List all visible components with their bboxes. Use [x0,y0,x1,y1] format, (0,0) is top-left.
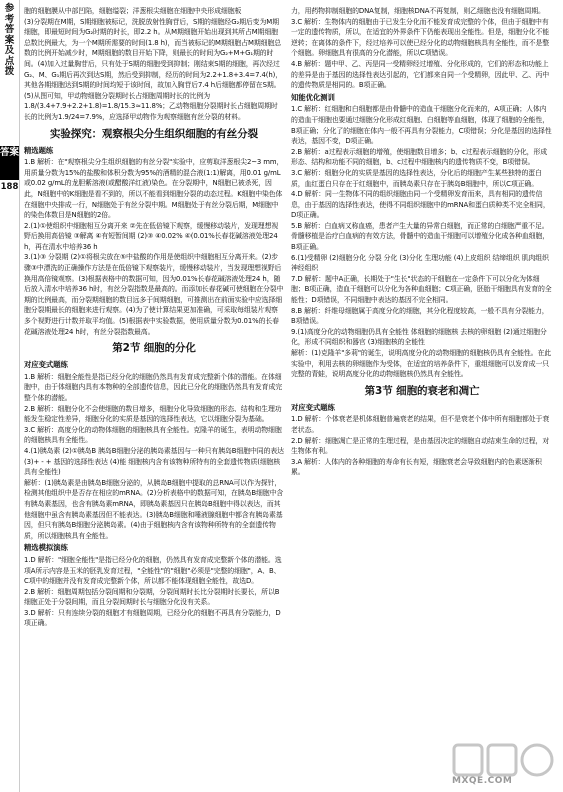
continued-answers [291,6,553,91]
answer-paragraph: 2.B 解析：细胞周期包括分裂间期和分裂期，分裂间期时长比分裂期时长要长，所以B细胞正处于分裂间期，而且分裂间期时长与细胞分化没有关系。 [24,587,280,607]
watermark-url: MXQE.COM [452,776,513,786]
answer-tab: 答案 [0,146,19,180]
answer-paragraph: 1.D 解析：个体衰老是机体细胞普遍衰老的结果，但不是衰老个体中所有细胞都处于衰老状态。 [291,415,550,434]
answer-paragraph: 8.B 解析：纤维母细胞属于高度分化的细胞，其分化程度较高，一般不具有分裂能力，B项错误。 [291,306,549,326]
left-column [24,6,284,629]
answer-paragraph: 3.(1)③ 分裂期 (2)①将根尖放在⑤中盐酸的作用是使组织中细胞相互分离开来。(2)步骤③中漂洗的正确操作方法是在低倍镜下观察装片，缓慢移动装片，当发现理想视野后换用高倍镜观察。(3)根据表格中的数据可知，因为0.01%长春花碱溶液处理24 h，随后放入清水中培养36 h时，有丝分裂指数是最高的。而添加长春花碱可使细胞在分裂中期的比例最高，而分裂期细胞的数目远多于间期细胞，可推测出在前面实验中应选择细胞分裂期最长的细胞来进行观察。(4)为了使计算结果更加准确，可采取每组装片观察多个视野进行计数并取平均值。(5)根据表中实验数据，使用质量分数为0.01%的长春花碱溶液处理24 h时，有丝分裂指数最高。 [24,253,284,336]
answer-paragraph: 2.B 解析：细胞分化不会使细胞的数目增多，细胞分化导致细胞的形态、结构和生理功能发生稳定性差异，细胞分化的实质是基因的选择性表达，它以细胞分裂为基础。 [24,404,282,424]
intro-text [24,6,284,123]
answer-paragraph: 2.D 解析：细胞凋亡是正常的生理过程，是由基因决定的细胞自动结束生命的过程，对生物体有利。 [291,436,550,456]
subhead-optimization: 知能优化测训 [291,92,335,102]
answer-paragraph: 2.B 解析：a过程表示细胞的增殖，使细胞数目增多；b、c过程表示细胞的分化，形成形态、结构和功能不同的细胞，b、c过程中细胞核内的遗传物质不变，B项错误。 [291,147,548,167]
brand-label: 参考答案及点拨 [4,3,15,77]
answer-paragraph: 3.D 解析：只有连续分裂的细胞才有细胞周期，已经分化的细胞不再具有分裂能力，D项正确。 [24,608,281,628]
answer-paragraph: 4.(1)胰岛素 (2)①胰岛B 胰岛B细胞分泌的胰岛素基因与一种只有胰岛B细胞中同的表达 (3)+ - + 基因的选择性表达 (4)能 细胞核内含有该物种所特有的全套遗传物质(细胞核具有全能性) [24,446,284,477]
subhead-variant: 对应变式题练 [24,360,68,370]
answer-paragraph: 9.(1)高度分化的动物细胞仍具有全能性 体细胞的细胞核 去核的卵细胞 (2)通过细胞分化，形成不同组织和器官 (3)细胞核的全能性 [291,327,547,347]
answer-paragraph: 3.C 解析：高度分化的动物体细胞的细胞核具有全能性。克隆羊的诞生，表明动物细胞的细胞核具有全能性。 [24,425,282,445]
answer-paragraph: 解析：(1)克隆羊"多莉"的诞生，说明高度分化的动物细胞的细胞核仍具有全能性。在此实验中，利用去核的卵细胞作为受体，在适宜的培养条件下，重组细胞可以发育成一只完整的青蛙，说明高度分化的动物细胞核仍然具有全能性。 [291,349,552,379]
practice-answers [24,157,284,337]
answer-paragraph: 3.A 解析：人体内的各种细胞的寿命有长有短，细胞衰老会导致细胞内的色素逐渐积累。 [291,457,542,477]
answer-paragraph: 3.C 解析：细胞分化的实质是基因的选择性表达，分化后的细胞产生某些独特的蛋白质，血红蛋白只存在于红细胞中，而胰岛素只存在于胰岛B细胞中，所以C项正确。 [291,168,542,188]
aging-answers [291,414,553,478]
subhead-mock: 精选模拟演练 [24,543,68,553]
right-column [291,6,553,478]
answer-paragraph: 7.D 解析：题中A正确，长期处于"生长"状态的干细胞在一定条件下可以分化为体细胞；B项正确，造血干细胞可以分化为各种血细胞；C项正确，胚胎干细胞具有发育的全能性；D项错误，不同细胞中表达的基因不完全相同。 [291,274,552,305]
answer-paragraph: 4.B 解析：题中甲、乙、丙是同一受精卵经过增殖、分化形成的，它们的形态和功能上的差异是由于基因的选择性表达引起的，它们都来自同一个受精卵，因此甲、乙、丙中的遗传物质是相同的。B项正确。 [291,59,550,90]
section-title-experiment: 实验探究：观察根尖分生组织细胞的有丝分裂 [50,127,258,140]
section-title-aging: 第3节 细胞的衰老和凋亡 [364,384,480,397]
mock-answers [24,555,284,629]
answer-paragraph: (3)分裂期在M期，S期细胞被标记，洗脱放射性胸苷后，S期的细胞经G₂期后变为M期细胞，即最短时间为G₂时期的时长，即2.2 h。从M期细胞开始出现到其所占M期细胞总数比例最大，为一个M期所需要的时间(1.8 h)，而当被标记的M期细胞占M期细胞总数的比例开始减少时，M期细胞的数目开始下降，则最长的时间为G₂+M+G₁期的时间。(4)加入过量胸苷后，只有处于S期的细胞受到抑制；刚结束S期的细胞，再次经过G₂、M、G₁期后再次到达S期，然后受到抑制，经历的时间为2.2+1.8+3.4=7.4(h)，其他各期细胞达到S期的时间均短于该时间，故加入胸苷后7.4 h后细胞都停留在S期。(5)从图可知，甲动物细胞分裂期时长占细胞周期时长的比例为1.8/(3.4+7.9+2.2+1.8)=1.8/15.3≈11.8%；乙动物细胞分裂期时长占细胞周期时长的比例为1.9/24=7.9%，应选择甲动物作为观察细胞有丝分裂的材料。 [24,17,282,121]
answer-paragraph: 胞的细胞膜从中部凹陷，细胞缢裂；洋葱根尖细胞在细胞中央形成细胞板 [24,7,242,15]
subhead-variant-aging: 对应变式题练 [291,402,335,412]
answer-paragraph: 1.C 解析：红细胞和白细胞都是由骨髓中的造血干细胞分化而来的，A项正确；人体内的造血干细胞也要通过细胞分化形成红细胞、白细胞等血细胞，体现了细胞的全能性，B项正确；分化了的细胞在体内一般不再具有分裂能力，C项错误；分化是基因的选择性表达，基因不变，D项正确。 [291,105,552,146]
page-number: 188 [0,182,19,192]
answer-paragraph: 3.C 解析：生物体内的细胞由于已发生分化而不能发育成完整的个体，但由于细胞中有一定的遗传物质，所以，在适宜的外界条件下仍能表现出全能性。但是，细胞分化不能逆转；在离体的条件下，经过培养可以使已经分化的动物细胞核具有全能性，而不是整个细胞。卵细胞具有很高的分化潜能，所以C项错误。 [291,17,550,58]
answer-paragraph: 1.B 解析：细胞全能性是指已经分化的细胞仍然具有发育成完整新个体的潜能。在体细胞中，由于体细胞内具有本物种的全部遗传信息，因此已分化的细胞仍然具有发育成完整个体的潜能。 [24,372,283,402]
subhead-practice: 精选题练 [24,145,54,155]
answer-paragraph: 4.D 解析：同一生物体不同的组织细胞由同一个受精卵发育而来，具有相同的遗传信息，由于基因的选择性表达，使得不同组织细胞中的mRNA和蛋白质种类不完全相同，D项正确。 [291,190,550,220]
variant-answers [24,372,284,542]
answer-paragraph: 2.(1)①使组织中细胞相互分离开来 ②先在低倍镜下观察，缓慢移动装片，发现理想视野后换用高倍镜 ③解离 ④有短暂间期 (2)③ ④0.02% ④(0.01%长春花碱溶液处理24 h，再在清水中培养36 h [24,221,279,251]
optimization-answers [291,104,553,379]
sidebar [0,0,20,792]
answer-paragraph: 力，用药物抑制细胞的DNA复制，细胞核DNA不再复制，则乙细胞也没有细胞周期。 [291,7,545,15]
answer-paragraph: 1.D 解析："细胞全能性"是指已经分化的细胞，仍然具有发育成完整新个体的潜能。选项A所示内容是玉米的胚乳发育过程，"全能性"的"细胞"必须是"完整的细胞"，A、B、C项中的细胞并没有发育成完整新个体，所以都不能体现细胞全能性，故选D。 [24,555,282,586]
answer-paragraph: 6.(1)受精卵 (2)细胞分化 分裂 分化 (3)分化 生理功能 (4)上皮组织 结缔组织 肌肉组织 神经组织 [291,253,549,273]
answer-paragraph: 1.B 解析：在"观察根尖分生组织细胞的有丝分裂"实验中，应剪取洋葱根尖2~3 mm，用质量分数为15%的盐酸和体积分数为95%的酒精的混合液(1:1)解离，用0.01 g/mL或0.02 g/mL的龙胆紫溶液(或醋酸洋红液)染色。在分裂期中，N细胞已被杀死，因此，N细胞中的K细胞是看不到的，所以不能看到细胞分裂的动态过程。K细胞中染色体在细胞中央排成一行，N细胞处于有丝分裂中期。M细胞处于有丝分裂后期，M细胞中的染色体数目是N细胞的2倍。 [24,158,284,220]
answer-paragraph: 解析：(1)胰岛素是由胰岛B细胞分泌的，从胰岛B细胞中提取的总RNA可以作为探针，检测其他组织中是否存在相应的mRNA。(2)分析表格中的数据可知，在胰岛B细胞中含有胰岛素基因，也含有胰岛素mRNA，即胰岛素基因只在胰岛B细胞中得以表达，而其他细胞中虽含有胰岛素基因但不能表达。(3)胰岛B细胞和唾液腺细胞中都含有胰岛素基因，但只有胰岛B细胞分泌胰岛素。(4)由于细胞核内含有该物种所特有的全套遗传物质，所以细胞核具有全能性。 [24,478,284,540]
answer-paragraph: 5.B 解析：白血病又称血癌，患者产生大量的异常白细胞，而正常的白细胞严重不足。骨髓移植是治疗白血病的有效方法，骨髓中的造血干细胞可以增殖分化成各种血细胞，B项正确。 [291,221,550,252]
section-title-differentiation: 第2节 细胞的分化 [112,342,196,355]
